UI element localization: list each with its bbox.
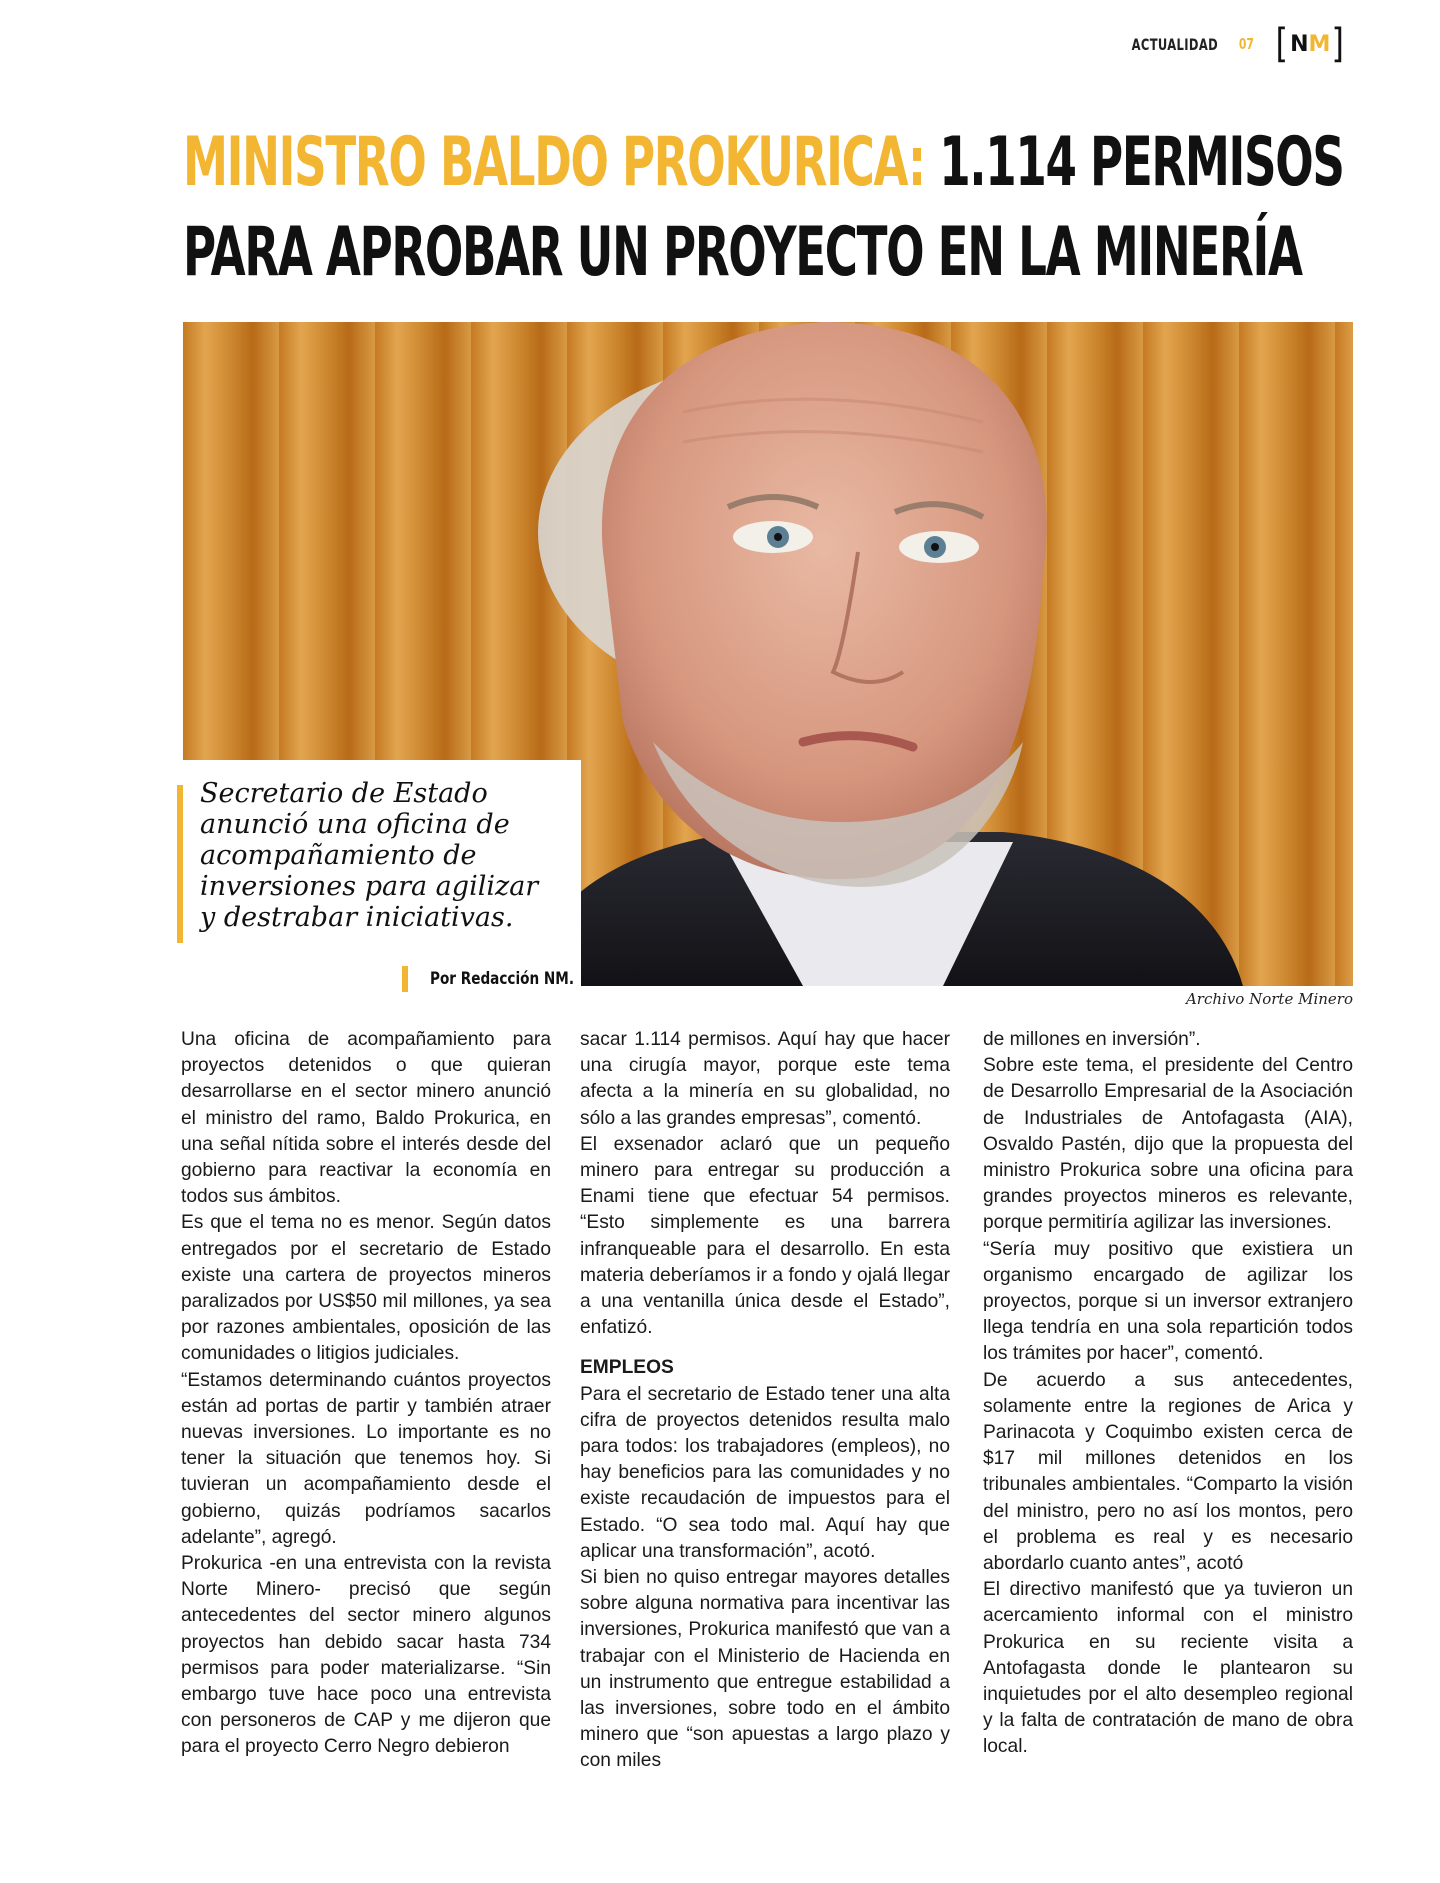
section-subhead: EMPLEOS bbox=[580, 1357, 674, 1379]
paragraph: Sobre este tema, el presidente del Centro de Desarrollo Empresarial de la Asociación de Industriales de Antofagasta (AIA), Osvaldo Pastén, dijo que la propuesta del ministro Prokurica sobre una oficina para grandes proyectos mineros es relevante, porque permitiría agilizar las inversiones. bbox=[983, 1055, 1353, 1234]
headline-rest: 1.114 PERMISOS bbox=[939, 123, 1344, 202]
paragraph: sacar 1.114 permisos. Aquí hay que hacer una cirugía mayor, porque este tema afecta a la minería en su globalidad, no sólo a las grandes empresas”, comentó. bbox=[580, 1029, 950, 1129]
headline-line2: PARA APROBAR UN PROYECTO EN LA MINERÍA bbox=[183, 213, 1302, 292]
paragraph: de millones en inversión”. bbox=[983, 1029, 1201, 1050]
paragraph: Para el secretario de Estado tener una alta cifra de proyectos detenidos resulta malo para todos: los trabajadores (empleos), no hay beneficios para las comunidades y no existe recaudación de impuestos para el Estado. “O sea todo mal. Aquí hay que aplicar una transformación”, acotó. bbox=[580, 1383, 950, 1562]
section-label: ACTUALIDAD bbox=[1131, 34, 1218, 54]
article-column-3 bbox=[983, 1027, 1353, 1761]
magazine-logo: [ N M ] bbox=[1276, 21, 1345, 67]
headline bbox=[183, 118, 1344, 298]
paragraph: “Estamos determinando cuántos proyectos están ad portas de partir y también atraer nuevas inversiones. Lo importante es no tener la situación que tenemos hoy. Si tuvieran un acompañamiento desde el gobierno, quizás podríamos sacarlos adelante”, agregó. bbox=[181, 1369, 551, 1548]
deck-accent-bar bbox=[177, 785, 183, 943]
paragraph: El exsenador aclaró que un pequeño minero para entregar su producción a Enami tiene que efectuar 54 permisos. “Esto simplemente es una barrera infranqueable para el desarrollo. En esta materia deberíamos ir a fondo y ojalá llegar a una ventanilla única desde el Estado”, enfatizó. bbox=[580, 1133, 950, 1339]
article-column-2 bbox=[580, 1027, 950, 1775]
paragraph: Es que el tema no es menor. Según datos entregados por el secretario de Estado existe una cartera de proyectos mineros paralizados por US$50 mil millones, ya sea por razones ambientales, oposición de las comunidades o litigios judiciales. bbox=[181, 1212, 551, 1365]
paragraph: El directivo manifestó que ya tuvieron un acercamiento informal con el ministro Prokurica en su reciente visita a Antofagasta donde le plantearon su inquietudes por el alto desempleo regional y la falta de contratación de mano de obra local. bbox=[983, 1579, 1353, 1758]
headline-accent: MINISTRO BALDO PROKURICA: bbox=[183, 123, 925, 202]
paragraph: Prokurica -en una entrevista con la revista Norte Minero- precisó que según antecedentes del sector minero algunos proyectos han debido sacar hasta 734 permisos para poder materializarse. “Sin embargo tuve hace poco una entrevista con personeros de CAP y me dijeron que para el proyecto Cerro Negro debieron bbox=[181, 1553, 551, 1758]
paragraph: De acuerdo a sus antecedentes, solamente entre la regiones de Arica y Parinacota y Coquimbo existen cerca de $17 mil millones detenidos en los tribunales ambientales. “Comparto la visión del ministro, pero no así los montos, pero el problema es real y es necesario abordarlo cuanto antes”, acotó bbox=[983, 1369, 1353, 1575]
byline bbox=[402, 966, 610, 992]
article-deck: Secretario de Estado anunció una oficina de acompañamiento de inversiones para agilizar y destrabar iniciativas. bbox=[200, 778, 539, 933]
paragraph: “Sería muy positivo que existiera un organismo encargado de agilizar los proyectos, porque si un inversor extranjero llega tendría en una sola repartición todos los trámites por hacer”, comentó. bbox=[983, 1238, 1353, 1365]
article-column-1 bbox=[181, 1027, 551, 1761]
page-header bbox=[1098, 21, 1346, 67]
photo-credit: Archivo Norte Minero bbox=[1185, 990, 1353, 1008]
byline-accent-bar bbox=[402, 966, 408, 992]
page-number: 07 bbox=[1238, 35, 1254, 53]
byline-text: Por Redacción NM. bbox=[430, 969, 574, 989]
paragraph: Si bien no quiso entregar mayores detalles sobre alguna normativa para incentivar las inversiones, Prokurica manifestó que van a trabajar con el Ministerio de Hacienda en un instrumento que entregue estabilidad a las inversiones, sobre todo en el ámbito minero que “son apuestas a largo plazo y con miles bbox=[580, 1567, 950, 1772]
paragraph: Una oficina de acompañamiento para proyectos detenidos o que quieran desarrollarse en el sector minero anunció el ministro del ramo, Baldo Prokurica, en una señal nítida sobre el interés desde del gobierno para reactivar la economía en todos sus ámbitos. bbox=[181, 1029, 551, 1208]
